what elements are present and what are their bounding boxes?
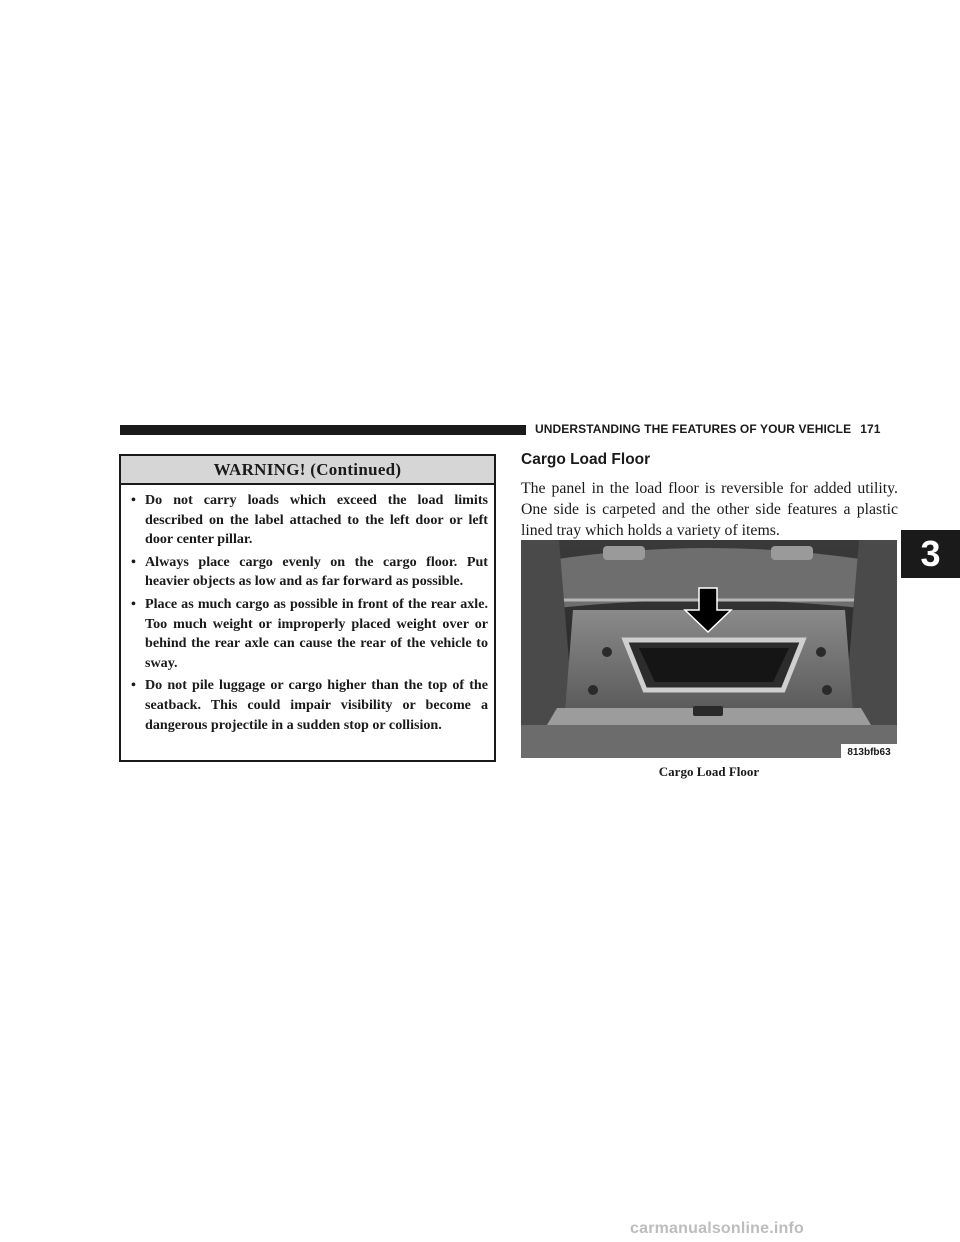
body-paragraph: The panel in the load floor is reversible for added utility. One side is carpeted and the other side features a plastic lined tray which holds a variety of items. (521, 480, 898, 539)
watermark: carmanualsonline.info (630, 1220, 805, 1237)
page-number: 171 (860, 422, 881, 436)
warning-item: • Do not carry loads which exceed the load limits described on the label attached to the left door or left door center pillar. (131, 492, 488, 548)
cargo-floor-photo (521, 540, 897, 758)
bullet-icon: • (131, 492, 136, 508)
warning-box (119, 454, 496, 762)
warning-item: • Place as much cargo as possible in front of the rear axle. Too much weight or improperly placed weight over or behind the rear axle can cause the rear of the vehicle to sway. (131, 595, 488, 671)
warning-item: • Do not pile luggage or cargo higher than the top of the seatback. This could impair visibility or become a dangerous projectile in a sudden stop or collision. (131, 677, 488, 733)
warning-item: • Always place cargo evenly on the cargo floor. Put heavier objects as low and as far forward as possible. (131, 553, 488, 590)
chapter-tab: 3 (901, 530, 960, 578)
warning-list (121, 485, 494, 735)
running-header (535, 422, 881, 436)
bullet-icon: • (131, 595, 136, 612)
bullet-icon: • (131, 553, 136, 570)
warning-title: WARNING! (Continued) (121, 456, 494, 485)
header-title: UNDERSTANDING THE FEATURES OF YOUR VEHICLE (535, 422, 852, 436)
figure-code: 813bfb63 (847, 747, 891, 758)
header-rule (120, 425, 526, 435)
bullet-icon: • (131, 677, 136, 694)
section-heading: Cargo Load Floor (521, 451, 651, 468)
figure-caption: Cargo Load Floor (658, 764, 760, 779)
